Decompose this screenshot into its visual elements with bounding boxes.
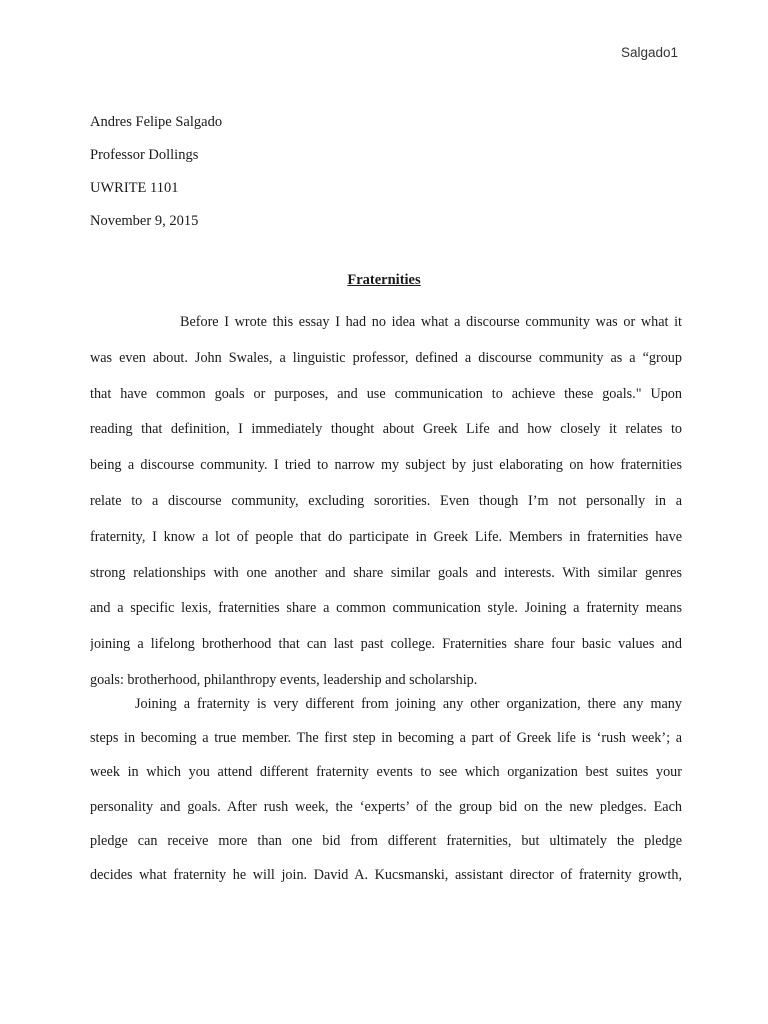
paragraph-line: steps in becoming a true member. The first step in becoming a part of Greek life is ‘rush week’; a bbox=[90, 730, 682, 747]
author-name: Andres Felipe Salgado bbox=[90, 114, 223, 130]
paragraph-line: fraternity, I know a lot of people that do participate in Greek Life. Members in fraternities have bbox=[90, 528, 682, 545]
paragraph-line: relate to a discourse community, excluding sororities. Even though I’m not personally in a bbox=[90, 492, 682, 509]
professor-name: Professor Dollings bbox=[90, 147, 199, 163]
paragraph-line: that have common goals or purposes, and use communication to achieve these goals." Upon bbox=[90, 385, 682, 402]
essay-title: Fraternities bbox=[347, 272, 421, 288]
heading-block bbox=[90, 106, 690, 238]
course-code: UWRITE 1101 bbox=[90, 180, 179, 196]
paragraph-1 bbox=[90, 308, 682, 702]
running-header: Salgado1 bbox=[620, 45, 678, 60]
paragraph-line: Joining a fraternity is very different from joining any other organization, there any many bbox=[135, 696, 682, 712]
paragraph-line: and a specific lexis, fraternities share a common communication style. Joining a fraternity means bbox=[90, 600, 682, 617]
paragraph-line: strong relationships with one another and share similar goals and interests. With similar genres bbox=[90, 564, 682, 581]
paragraph-line: was even about. John Swales, a linguistic professor, defined a discourse community as a “group bbox=[90, 349, 682, 366]
paragraph-line: Before I wrote this essay I had no idea what a discourse community was or what it bbox=[180, 314, 682, 330]
paragraph-line: joining a lifelong brotherhood that can last past college. Fraternities share four basic values and bbox=[90, 636, 682, 653]
paragraph-line: personality and goals. After rush week, the ‘experts’ of the group bid on the new pledges. Each bbox=[90, 798, 682, 815]
paragraph-line: reading that definition, I immediately thought about Greek Life and how closely it relates to bbox=[90, 421, 682, 438]
paragraph-line: goals: brotherhood, philanthropy events, leadership and scholarship. bbox=[90, 671, 478, 688]
essay-date: November 9, 2015 bbox=[90, 213, 199, 229]
paragraph-2 bbox=[90, 690, 682, 895]
paragraph-line: pledge can receive more than one bid from different fraternities, but ultimately the pledge bbox=[90, 832, 682, 849]
paragraph-line: being a discourse community. I tried to narrow my subject by just elaborating on how fraternities bbox=[90, 457, 682, 474]
paragraph-line: week in which you attend different fraternity events to see which organization best suites your bbox=[90, 764, 682, 781]
paragraph-line: decides what fraternity he will join. David A. Kucsmanski, assistant director of fraternity growth, bbox=[90, 866, 682, 883]
